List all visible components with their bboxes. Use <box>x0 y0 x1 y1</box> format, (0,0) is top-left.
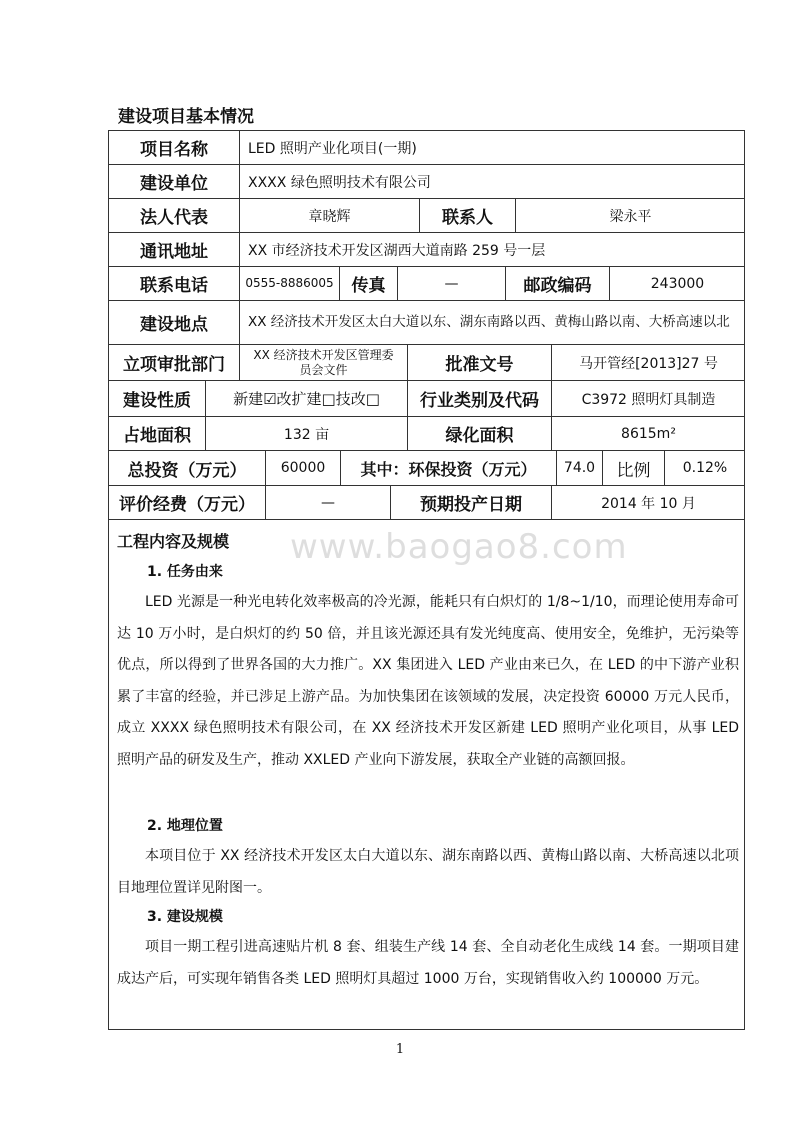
document-title: 建设项目基本情况 <box>118 107 254 127</box>
watermark: www.baogao8.com <box>290 527 628 567</box>
page-number: 1 <box>395 1042 405 1057</box>
label-env-investment: 其中：环保投资（万元） <box>341 451 557 486</box>
label-contact: 联系人 <box>420 199 516 233</box>
value-approval-doc: 马开管经[2013]27 号 <box>552 345 745 381</box>
value-eval-fee: — <box>266 486 391 520</box>
section-2-text: 本项目位于 XX 经济技术开发区太白大道以东、湖东南路以西、黄梅山路以南、大桥高速以北项目地理位置详见附图一。 <box>117 848 739 896</box>
value-env-investment: 74.0 <box>557 451 603 486</box>
label-legal-rep: 法人代表 <box>109 199 240 233</box>
section-3-text: 项目一期工程引进高速贴片机 8 套、组装生产线 14 套、全自动老化生成线 14 套。一期项目建成达产后，可实现年销售各类 LED 照明灯具超过 1000 万台，实现销售收入约 100000 万元。 <box>117 939 739 987</box>
section-1-text: LED 光源是一种光电转化效率极高的冷光源，能耗只有白炽灯的 1/8~1/10，而理论使用寿命可达 10 万小时，是白炽灯的约 50 倍，并且该光源还具有发光纯度高、使用安全，免维护，无污染等优点，所以得到了世界各国的大力推广。XX 集团进入 LED 产业由来已久，在 LED 的中下游产业积累了丰富的经验，并已涉足上游产品。为加快集团在该领域的发展，决定投资 60000 万元人民币，成立 XXXX 绿色照明技术有限公司，在 XX 经济技术开发区新建 LED 照明产业化项目，从事 LED 照明产品的研发及生产，推动 XXLED 产业向下游发展，获取全产业链的高额回报。 <box>117 594 739 768</box>
label-green-area: 绿化面积 <box>408 417 552 451</box>
project-info-table <box>108 130 745 1030</box>
content-heading: 工程内容及规模 <box>117 532 230 551</box>
value-industry: C3972 照明灯具制造 <box>552 381 745 417</box>
label-industry: 行业类别及代码 <box>408 381 552 417</box>
value-area: 132 亩 <box>206 417 408 451</box>
label-approval-doc: 批准文号 <box>408 345 552 381</box>
label-project-name: 项目名称 <box>109 131 240 165</box>
value-fax: — <box>398 267 506 301</box>
value-project-name: LED 照明产业化项目(一期) <box>240 131 745 165</box>
label-fax: 传真 <box>340 267 398 301</box>
value-site: XX 经济技术开发区太白大道以东、湖东南路以西、黄梅山路以南、大桥高速以北 <box>240 301 745 345</box>
value-green-area: 8615m² <box>552 417 745 451</box>
label-eval-fee: 评价经费（万元） <box>109 486 266 520</box>
section-3-title: 3. 建设规模 <box>147 909 223 925</box>
value-phone: 0555-8886005 <box>240 267 340 301</box>
label-investment: 总投资（万元） <box>109 451 266 486</box>
value-unit: XXXX 绿色照明技术有限公司 <box>240 165 745 199</box>
value-postal: 243000 <box>610 267 745 301</box>
section-1-title: 1. 任务由来 <box>147 564 223 580</box>
label-ratio: 比例 <box>603 451 665 486</box>
label-unit: 建设单位 <box>109 165 240 199</box>
value-ratio: 0.12% <box>665 451 745 486</box>
label-postal: 邮政编码 <box>506 267 610 301</box>
value-approval: XX 经济技术开发区管理委员会文件 <box>240 345 408 381</box>
label-start-date: 预期投产日期 <box>391 486 552 520</box>
value-address: XX 市经济技术开发区湖西大道南路 259 号一层 <box>240 233 745 267</box>
value-contact: 梁永平 <box>516 199 745 233</box>
label-nature: 建设性质 <box>109 381 206 417</box>
value-investment: 60000 <box>266 451 341 486</box>
label-address: 通讯地址 <box>109 233 240 267</box>
value-start-date: 2014 年 10 月 <box>552 486 745 520</box>
section-2-title: 2. 地理位置 <box>147 818 223 834</box>
label-site: 建设地点 <box>109 301 240 345</box>
label-area: 占地面积 <box>109 417 206 451</box>
label-phone: 联系电话 <box>109 267 240 301</box>
value-legal-rep: 章晓辉 <box>240 199 420 233</box>
label-approval: 立项审批部门 <box>109 345 240 381</box>
value-nature: 新建☑改扩建□技改□ <box>206 381 408 417</box>
